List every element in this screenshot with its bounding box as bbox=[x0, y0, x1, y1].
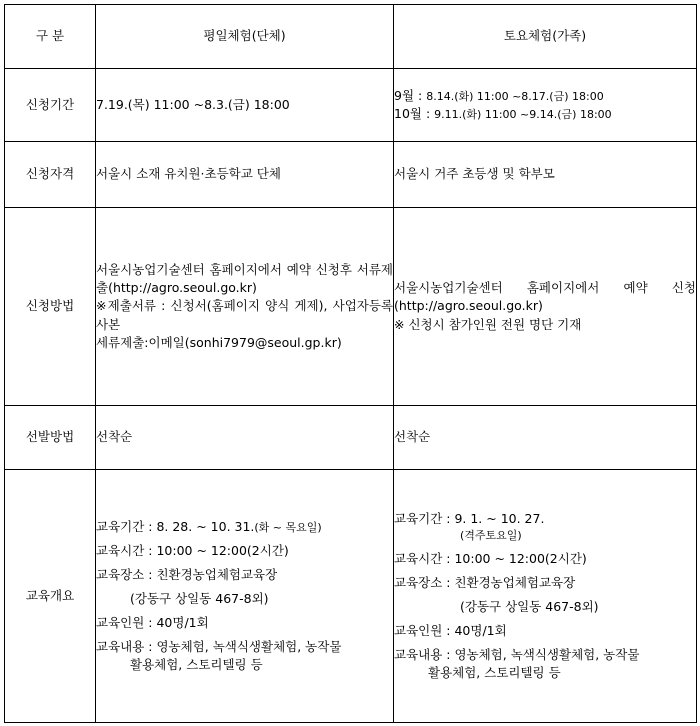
eligibility-saturday: 서울시 거주 초등생 및 학부모 bbox=[394, 142, 697, 208]
overview-label: 교육개요 bbox=[5, 470, 96, 723]
overview-weekday-content: 교육내용 : 영농체험, 녹색식생활체험, 농작물 bbox=[96, 639, 342, 655]
period-weekday: 7.19.(목) 11:00 ~8.3.(금) 18:00 bbox=[96, 69, 394, 142]
period-sat-dates-2: 9.11.(화) 11:00 ~9.14.(금) 18:00 bbox=[434, 108, 612, 121]
overview-saturday bbox=[394, 470, 697, 723]
method-saturday bbox=[394, 208, 697, 406]
header-row bbox=[5, 5, 697, 69]
method-weekday-line-2: ※제출서류 : 신청서(홈페이지 양식 게제), 사업자등록사본 bbox=[96, 298, 393, 332]
period-sat-month-1: 9월 bbox=[394, 87, 415, 103]
overview-saturday-content-cont: 활용체험, 스토리텔링 등 bbox=[428, 665, 561, 681]
header-weekday: 평일체험(단체) bbox=[96, 5, 394, 69]
overview-saturday-period: 교육기간 : 9. 1. ~ 10. 27. bbox=[394, 510, 545, 526]
method-saturday-line-2: ※ 신청시 참가인원 전원 명단 기재 bbox=[394, 316, 582, 332]
period-sat-month-2: 10월 bbox=[394, 106, 422, 121]
overview-saturday-time: 교육시간 : 10:00 ~ 12:00(2시간) bbox=[394, 550, 587, 566]
selection-label: 선발방법 bbox=[5, 406, 96, 470]
overview-weekday-time: 교육시간 : 10:00 ~ 12:00(2시간) bbox=[96, 542, 289, 558]
method-weekday bbox=[96, 208, 394, 406]
period-sat-dates-1: 8.14.(화) 11:00 ~8.17.(금) 18:00 bbox=[426, 89, 604, 103]
selection-row bbox=[5, 406, 697, 470]
selection-weekday: 선착순 bbox=[96, 406, 394, 470]
method-saturday-line-1: 서울시농업기술센터 홈페이지에서 예약 신청(http://agro.seoul.go.kr) bbox=[394, 280, 696, 314]
method-weekday-line-3: 세류제출:이메일(sonhi7979@seoul.gp.kr) bbox=[96, 334, 342, 350]
overview-weekday bbox=[96, 470, 394, 723]
overview-weekday-content-cont: 활용체험, 스토리텔링 등 bbox=[130, 657, 263, 673]
header-category: 구 분 bbox=[5, 5, 96, 69]
program-table bbox=[4, 4, 697, 723]
period-label: 신청기간 bbox=[5, 69, 96, 142]
selection-saturday: 선착순 bbox=[394, 406, 697, 470]
overview-saturday-content: 교육내용 : 영농체험, 녹색식생활체험, 농작물 bbox=[394, 647, 640, 663]
overview-weekday-period: 교육기간 : 8. 28. ~ 10. 31.(화 ~ 목요일) bbox=[96, 518, 322, 534]
method-weekday-line-1: 서울시농업기술센터 홈페이지에서 예약 신청후 서류제출(http://agro.seoul.go.kr) bbox=[96, 262, 393, 296]
overview-saturday-address: (강동구 상일동 467-8외) bbox=[460, 598, 599, 614]
overview-weekday-address: (강동구 상일동 467-8외) bbox=[130, 590, 269, 606]
period-row bbox=[5, 69, 697, 142]
header-saturday: 토요체험(가족) bbox=[394, 5, 697, 69]
method-row bbox=[5, 208, 697, 406]
eligibility-label: 신청자격 bbox=[5, 142, 96, 208]
eligibility-row bbox=[5, 142, 697, 208]
overview-weekday-place: 교육장소 : 친환경농업체험교육장 bbox=[96, 566, 278, 582]
method-label: 신청방법 bbox=[5, 208, 96, 406]
period-saturday: 9월 : 8.14.(화) 11:00 ~8.17.(금) 18:00 10월 : 9.11.(화) 11:00 ~9.14.(금) 18:00 bbox=[394, 69, 697, 142]
overview-saturday-period-note: (격주토요일) bbox=[460, 528, 522, 542]
overview-weekday-people: 교육인원 : 40명/1회 bbox=[96, 615, 209, 631]
overview-saturday-place: 교육장소 : 친환경농업체험교육장 bbox=[394, 574, 576, 590]
overview-saturday-people: 교육인원 : 40명/1회 bbox=[394, 623, 507, 639]
overview-row bbox=[5, 470, 697, 723]
eligibility-weekday: 서울시 소재 유치원·초등학교 단체 bbox=[96, 142, 394, 208]
